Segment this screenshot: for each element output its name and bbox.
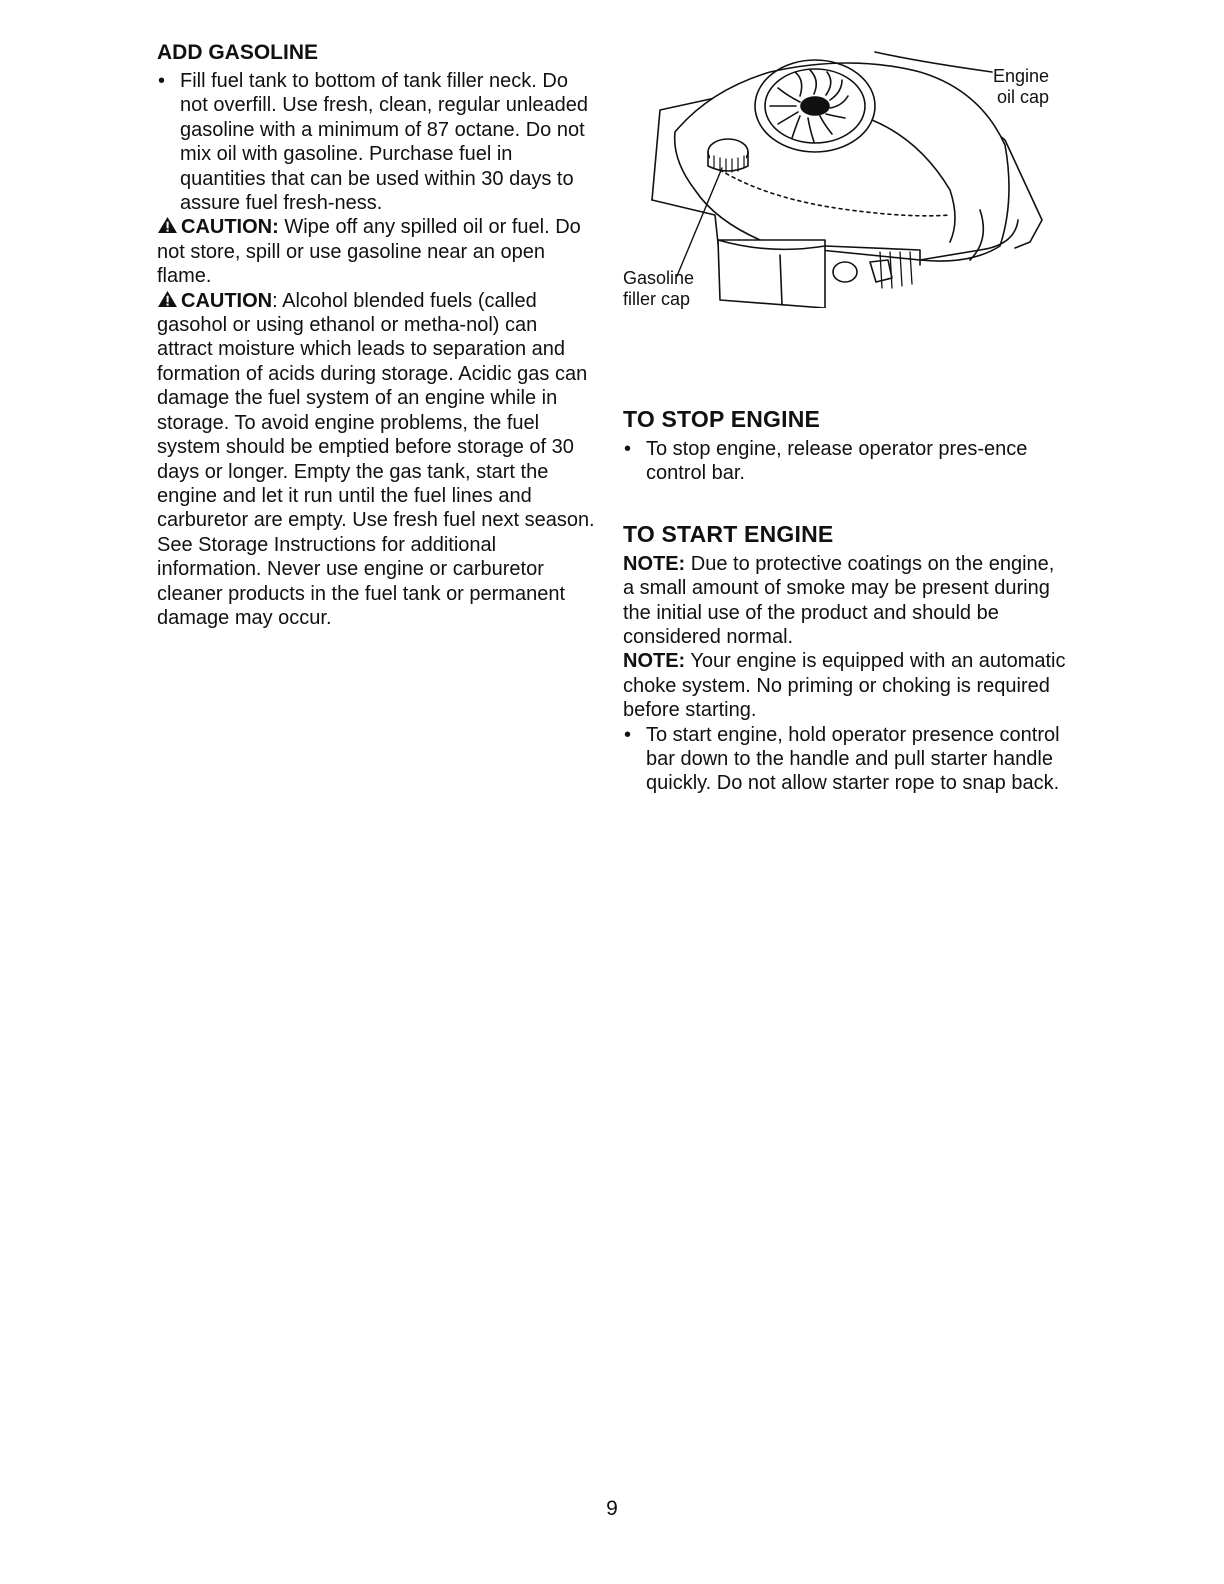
warning-triangle-icon [157,216,178,234]
caution-label: CAUTION: [181,216,279,239]
start-engine-bullet-text: To start engine, hold operator presence control bar down to the handle and pull starter handle quickly. Do not allow starter rope to snap back. [646,723,1060,795]
stop-engine-bullet-text: To stop engine, release operator pres-ence control bar. [646,438,1028,485]
note-protective-coatings-text: Due to protective coatings on the engine, a small amount of smoke may be present during the initial use of the product and should be considered normal. [623,552,1055,649]
engine-oil-cap-label: Engine oil cap [993,66,1050,107]
note-automatic-choke-text: Your engine is equipped with an automatic choke system. No priming or choking is required before starting. [623,650,1066,722]
stop-engine-heading: TO STOP ENGINE [623,406,821,432]
caution-alcohol [157,289,597,631]
bullet-dot: • [624,438,632,460]
start-engine-bullet [623,723,1068,796]
note-label: NOTE: [623,650,686,673]
bullet-dot: • [158,70,166,92]
gasoline-filler-cap-label: Gasoline filler cap [623,268,695,309]
note-protective-coatings [623,552,1068,650]
warning-triangle-icon [157,290,178,308]
note-automatic-choke [623,649,1068,722]
add-gasoline-heading: ADD GASOLINE [157,41,319,64]
fuel-bullet-text: Fill fuel tank to bottom of tank filler neck. Do not overfill. Use fresh, clean, regular unleaded gasoline with a minimum of 87 octane. Do not mix oil with gasoline. Purchase fuel in quantities that can be used within 30 days to assure fuel fresh-ness. [180,70,589,215]
stop-engine-bullet [623,437,1068,486]
bullet-dot: • [624,723,632,746]
caution-label: CAUTION [181,289,273,312]
fuel-bullet [157,69,597,215]
add-gasoline-section [157,42,597,630]
start-engine-heading: TO START ENGINE [623,520,834,547]
engine-operation-section [623,408,1068,796]
caution-spill-text: Wipe off any spilled oil or fuel. Do not store, spill or use gasoline near an open flame. [157,216,581,288]
note-label: NOTE: [623,552,686,575]
caution-spill [157,215,597,288]
caution-alcohol-text: : Alcohol blended fuels (called gasohol or using ethanol or metha-nol) can attract moisture which leads to separation and formation of acids during storage. Acidic gas can damage the fuel system of an engine while in storage. To avoid engine problems, the fuel system should be emptied before storage of 30 days or longer. Empty the gas tank, start the engine and let it run until the fuel lines and carburetor are empty. Use fresh fuel next season. See Storage Instructions for additional information. Never use engine or carburetor cleaner products in the fuel tank or permanent damage may occur. [157,289,595,629]
page-number: 9 [606,1497,618,1520]
